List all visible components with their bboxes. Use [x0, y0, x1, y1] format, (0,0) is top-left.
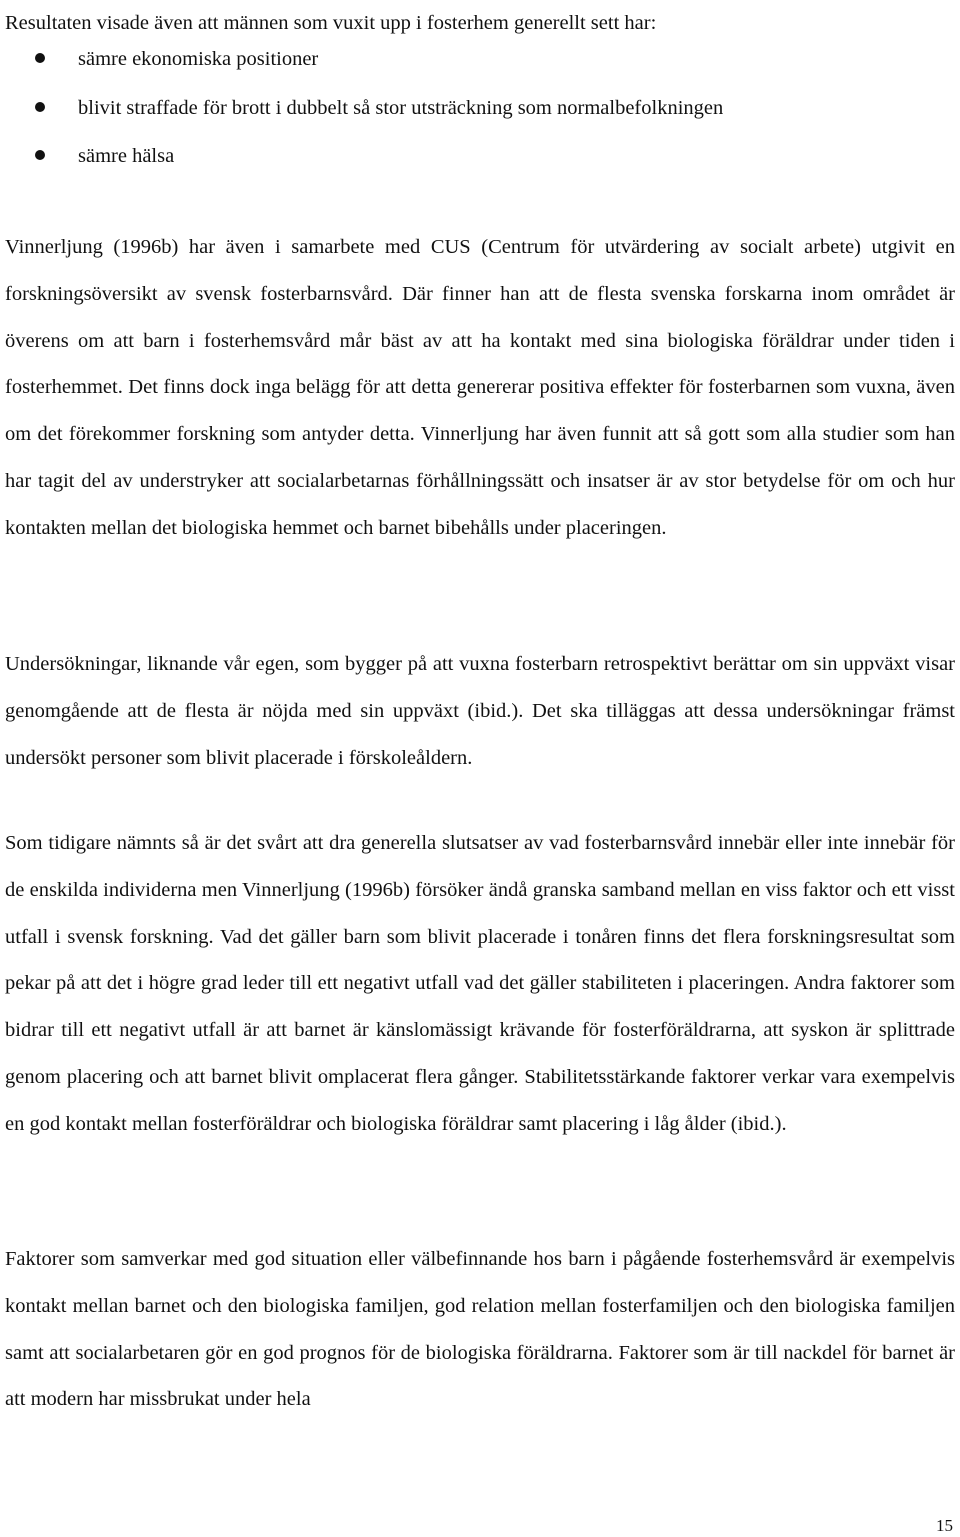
paragraph-wellbeing-factors: Faktorer som samverkar med god situation eller välbefinnande hos barn i pågående fosterhemsvård är exempelvis kontakt mellan barnet och den biologiska familjen, god relation mellan fosterfamiljen och den biologiska familjen samt att socialarbetaren gör en god prognos för de biologiska föräldrarna. Faktorer som är till nackdel för barnet är att modern har missbrukat under hela: [5, 1248, 955, 1411]
list-item: [0, 85, 960, 134]
page-number: 15: [936, 1516, 953, 1535]
paragraph-vinnerljung-overview: Vinnerljung (1996b) har även i samarbete med CUS (Centrum för utvärdering av socialt arbete) utgivit en forskningsöversikt av svensk fosterbarnsvård. Där finner han att de flesta svenska forskarna inom området är överens om att barn i fosterhemsvård mår bäst av att ha kontakt med sina biologiska föräldrar under tiden i fosterhemmet. Det finns dock inga belägg för att detta genererar positiva effekter för fosterbarnen som vuxna, även om det förekommer forskning som antyder detta. Vinnerljung har även funnit att så gott som alla studier som han har tagit del av understryker att socialarbetarnas förhållningssätt och insatser är av stor betydelse för om och hur kontakten mellan det biologiska hemmet och barnet bibehålls under placeringen.: [5, 236, 955, 539]
intro-line: Resultaten visade även att männen som vuxit upp i fosterhem generellt sett har:: [5, 12, 657, 34]
bullet-icon: [35, 53, 45, 63]
list-item-text: sämre hälsa: [78, 145, 175, 167]
paragraph-retrospective-studies: Undersökningar, liknande vår egen, som bygger på att vuxna fosterbarn retrospektivt berättar om sin uppväxt visar genomgående att de flesta är nöjda med sin uppväxt (ibid.). Det ska tilläggas att dessa undersökningar främst undersökt personer som blivit placerade i förskoleåldern.: [5, 653, 955, 769]
bullet-icon: [35, 150, 45, 160]
list-item: [0, 133, 960, 182]
bullet-icon: [35, 102, 45, 112]
paragraph-outcome-factors: Som tidigare nämnts så är det svårt att dra generella slutsatser av vad fosterbarnsvård innebär eller inte innebär för de enskilda individerna men Vinnerljung (1996b) försöker ändå granska samband mellan en viss faktor och ett visst utfall i svensk forskning. Vad det gäller barn som blivit placerade i tonåren finns det flera forskningsresultat som pekar på att det i högre grad leder till ett negativt utfall vad det gäller stabiliteten i placeringen. Andra faktorer som bidrar till ett negativt utfall är att barnet är känslomässigt krävande för fosterföräldrarna, att syskon är splittrade genom placering och att barnet blivit omplacerat flera gånger. Stabilitetsstärkande faktorer verkar vara exempelvis en god kontakt mellan fosterföräldrar och biologiska föräldrar samt placering i låg ålder (ibid.).: [5, 832, 955, 1135]
list-item: [0, 36, 960, 85]
list-item-text: blivit straffade för brott i dubbelt så stor utsträckning som normalbefolkningen: [78, 96, 724, 119]
findings-list: [0, 36, 960, 182]
list-item-text: sämre ekonomiska positioner: [78, 48, 319, 70]
